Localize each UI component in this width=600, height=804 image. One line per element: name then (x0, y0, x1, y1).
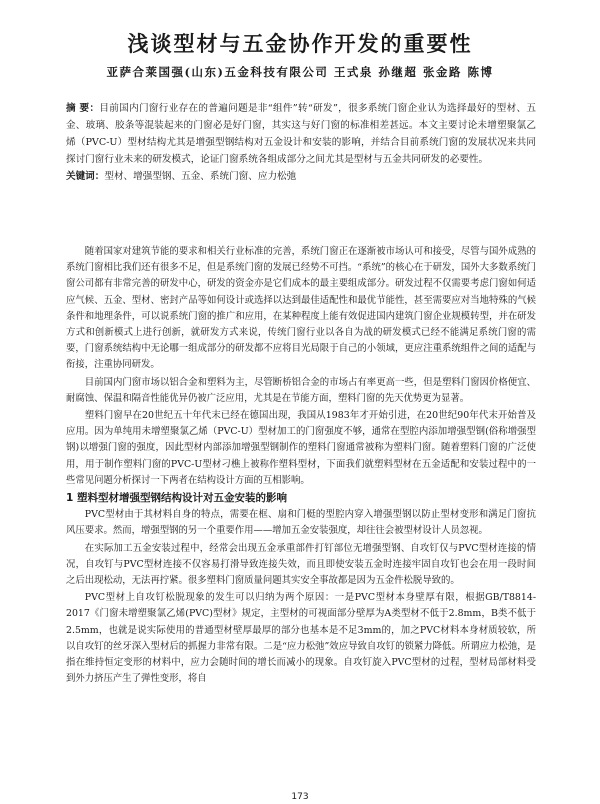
keywords-label: 关键词： (66, 171, 105, 182)
keywords-text: 型材、增强型钢、五金、系统门窗、应力松弛 (104, 171, 297, 182)
section-1-paragraph-2: 在实际加工五金安装过程中，经常会出现五金承重部件打钉部位无增强型钢、自攻钉仅与PVC型材连接的情况，自攻钉与PVC型材连接不仅容易打滑导致连接失效，而且即使安装五金时连接牢固自攻钉也会在用一段时间之后出现松动，无法再拧紧。很多塑料门窗质量问题其实安全事故都是因为五金件松脱导致的。 (66, 542, 536, 587)
abstract-label: 摘 要： (66, 103, 100, 114)
page-number: 173 (291, 792, 309, 802)
body-paragraph-3: 塑料门窗早在20世纪五十年代末已经在德国出现，我国从1983年才开始引进，在20世纪90年代末开始普及应用。因为单纯用未增塑聚氯乙烯（PVC-U）型材加工的门窗强度不够，通常在型腔内添加增强型钢(俗称增强型钢)以增强门窗的强度，因此型材内部添加增强型钢制作的塑料门窗通常被称为塑料门窗。随着塑料门窗的广泛使用，用于制作塑料门窗的PVC-U型材刁樵上被称作塑料型材，下面我们就塑料型材在五金适配和安装过程中的一些常见问题分析探讨一下两者在结构设计方面的互相影响。 (66, 410, 536, 486)
abstract-paragraph (66, 100, 536, 168)
author-line: 亚萨合莱国强(山东)五金科技有限公司 王式泉 孙继超 张金路 陈博 (106, 65, 494, 79)
body-paragraph-1: 随着国家对建筑节能的要求和相关行业标准的完善，系统门窗正在逐渐被市场认可和接受，尽管与国外成熟的系统门窗相比我们还有很多不足，但是系统门窗的发展已经势不可挡。“系统”的核心在于研发，国外大多数系统门窗公司都有非常完善的研发中心，研发的资金亦是它们成本的最主要组成部分。研发过程不仅需要考虑门窗如何适应气候、五金、型材、密封产品等如何设计或选择以达到最佳适配性和最优节能性，甚至需要应对当地特殊的气候条件和地理条件，可以说系统门窗的推广和应用，在某种程度上能有效促进国内建筑门窗企业规模转型，并在研发方式和创新模式上进行创新，就研发方式来说，传统门窗行业以各自为战的研发模式已经不能满足系统门窗的需要，门窗系统结构中无论哪一组成部分的研发都不应将目光局限于自己的小领域，更应注重系统组件之间的适配与衔接，注重协同研发。 (66, 246, 536, 371)
section-1-paragraph-3: PVC型材上自攻钉松脱现象的发生可以归纳为两个原因：一是PVC型材本身壁厚有限，根据GB/T8814-2017《门窗未增塑聚氯乙烯(PVC)型材》规定，主型材的可视面部分壁厚为A类型材不低于2.8mm，B类不低于2.5mm，也就是说实际使用的普通型材壁厚最厚的部分也基本是不足3mm的，加之PVC材料本身材质较软，所以自攻钉的丝牙深入型材后的抓握力非常有限。二是“应力松弛”效应导致自攻钉的锁紧力降低。所谓应力松弛，是指在维持恒定变形的材料中，应力会随时间的增长而减小的现象。自攻钉旋入PVC型材的过程，型材局部材料受到外力挤压产生了弹性变形，将自 (66, 592, 536, 685)
section-1-heading: 1 塑料型材增强型钢结构设计对五金安装的影响 (66, 492, 287, 505)
body-text (66, 244, 536, 688)
section-1-paragraph-1: PVC型材由于其材料自身的特点，需要在框、扇和门梃的型腔内穿入增强型钢以防止型材变形和满足门窗抗风压要求。然而，增强型钢的另一个重要作用——增加五金安装强度，却往往会被型材设计人员忽视。 (66, 509, 536, 537)
abstract-section (66, 100, 536, 185)
abstract-text: 目前国内门窗行业存在的普遍问题是非“组件”转“研发”，很多系统门窗企业认为选择最好的型材、五金、玻璃、胶条等混装起来的门窗必是好门窗，其实这与好门窗的标准相差甚远。本文主要讨论未增塑聚氯乙烯（PVC-U）型材结构尤其是增强型钢结构对五金设计和安装的影响，并结合目前系统门窗的发展状况来共同探讨门窗行业未来的研发模式，论证门窗系统各组成部分之间尤其是型材与五金共同研发的必要性。 (66, 103, 536, 165)
keywords-paragraph (66, 168, 536, 185)
body-paragraph-2: 目前国内门窗市场以铝合金和塑料为主，尽管断桥铝合金的市场占有率更高一些，但是塑料门窗因价格便宜、耐腐蚀、保温和隔音性能优异仍被广泛应用，尤其是在节能方面，塑料门窗的先天优势更为显著。 (66, 376, 536, 404)
paper-title: 浅谈型材与五金协作开发的重要性 (127, 32, 473, 56)
